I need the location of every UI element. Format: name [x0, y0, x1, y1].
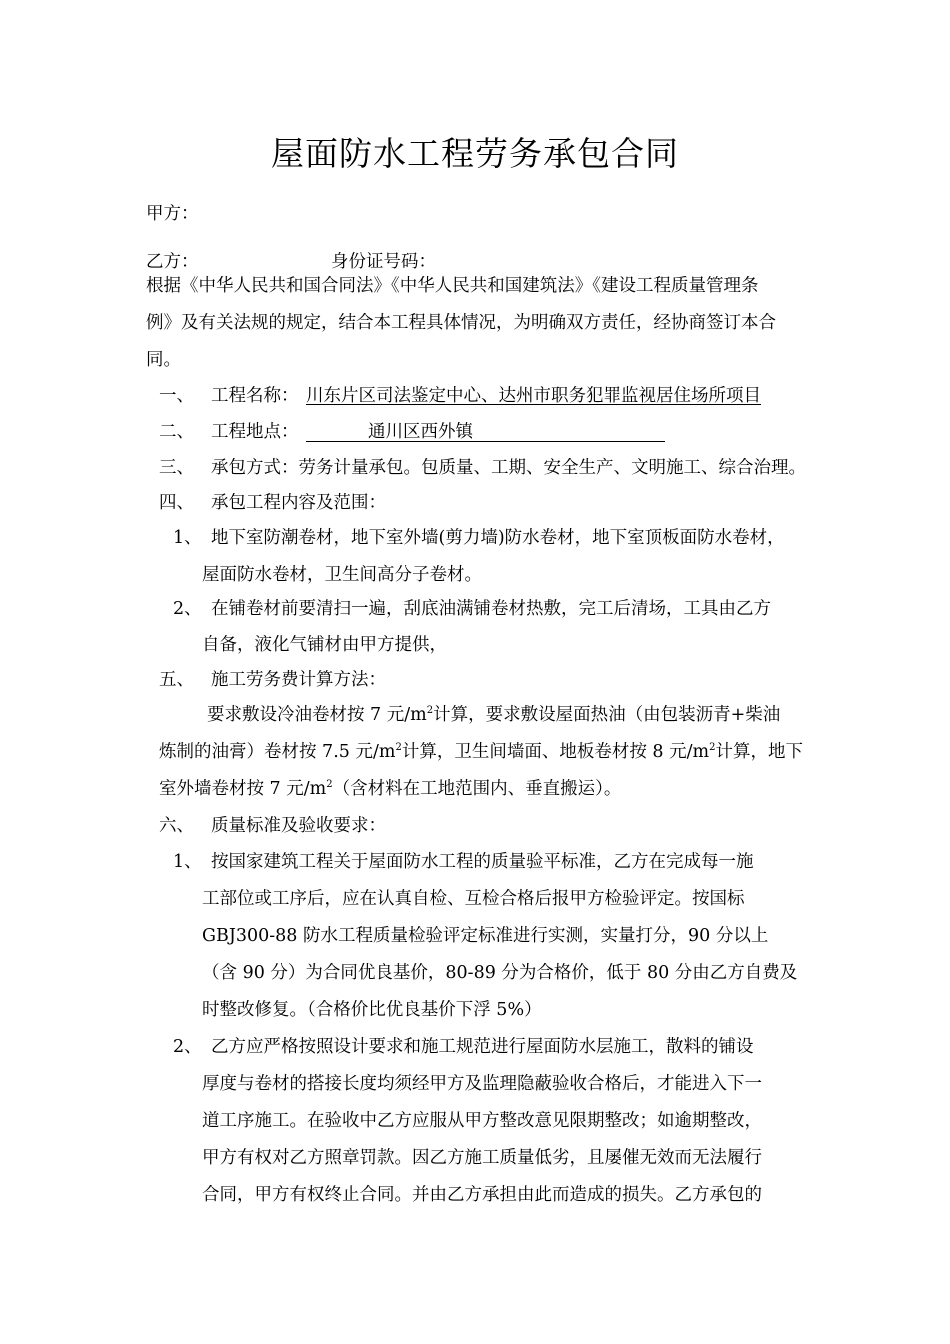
- quality-heading: 质量标准及验收要求：: [211, 816, 386, 836]
- document-title: 屋面防水工程劳务承包合同: [271, 134, 679, 173]
- section-number: 五、: [159, 670, 194, 690]
- section-number: 六、: [159, 816, 194, 836]
- quality-item-1-line-4: （含 90 分）为合同优良基价，80-89 分为合格价，低于 80 分由乙方自费及: [202, 963, 798, 983]
- fee-heading: 施工劳务费计算方法：: [211, 670, 386, 690]
- party-b-label: 乙方：: [146, 252, 199, 272]
- quality-item-2-line-5: 合同，甲方有权终止合同。并由乙方承担由此而造成的损失。乙方承包的: [202, 1185, 762, 1205]
- scope-item-2-line-2: 自备，液化气铺材由甲方提供，: [202, 635, 447, 655]
- quality-item-1-line-3: GBJ300-88 防水工程质量检验评定标准进行实测，实量打分，90 分以上: [202, 926, 769, 946]
- scope-item-1-line-2: 屋面防水卷材，卫生间高分子卷材。: [202, 565, 482, 585]
- quality-item-1-line-1: 按国家建筑工程关于屋面防水工程的质量验平标准，乙方在完成每一施: [211, 852, 754, 872]
- contract-mode-text: 承包方式：劳务计量承包。包质量、工期、安全生产、文明施工、综合治理。: [211, 458, 806, 478]
- intro-line-3: 同。: [146, 350, 181, 370]
- item-number: 1、: [173, 528, 202, 548]
- fee-line-2: 炼制的油膏）卷材按 7.5 元$/m^2$计算，卫生间墙面、地板卷材按 8 元$/m^2$计算，地下: [159, 742, 803, 762]
- quality-item-2-line-3: 道工序施工。在验收中乙方应服从甲方整改意见限期整改；如逾期整改，: [202, 1111, 762, 1131]
- quality-item-1-line-2: 工部位或工序后，应在认真自检、互检合格后报甲方检验评定。按国标: [202, 889, 745, 909]
- project-name-value: 川东片区司法鉴定中心、达州市职务犯罪监视居住场所项目: [306, 386, 761, 406]
- project-location-label: 工程地点：: [211, 422, 299, 442]
- section-number: 一、: [159, 386, 194, 406]
- section-number: 三、: [159, 458, 194, 478]
- project-location-value: 通川区西外镇: [368, 422, 473, 442]
- quality-item-2-line-1: 乙方应严格按照设计要求和施工规范进行屋面防水层施工，散料的铺设: [211, 1037, 754, 1057]
- item-number: 1、: [173, 852, 202, 872]
- scope-item-2-line-1: 在铺卷材前要清扫一遍，刮底油满铺卷材热敷，完工后清场，工具由乙方: [211, 599, 771, 619]
- section-number: 二、: [159, 422, 194, 442]
- scope-item-1-line-1: 地下室防潮卷材，地下室外墙(剪力墙)防水卷材，地下室顶板面防水卷材，: [211, 528, 785, 548]
- quality-item-2-line-4: 甲方有权对乙方照章罚款。因乙方施工质量低劣，且屡催无效而无法履行: [202, 1148, 762, 1168]
- id-number-label: 身份证号码：: [331, 252, 436, 272]
- project-location-underline: [306, 420, 665, 442]
- item-number: 2、: [173, 1037, 202, 1057]
- fee-line-3: 室外墙卷材按 7 元$/m^2$（含材料在工地范围内、垂直搬运）。: [159, 779, 622, 799]
- quality-item-1-line-5: 时整改修复。（合格价比优良基价下浮 5%）: [202, 1000, 542, 1020]
- party-a-label: 甲方：: [146, 204, 199, 224]
- intro-line-2: 例》及有关法规的规定，结合本工程具体情况，为明确双方责任，经协商签订本合: [146, 313, 776, 333]
- scope-heading: 承包工程内容及范围：: [211, 493, 386, 513]
- item-number: 2、: [173, 599, 202, 619]
- intro-line-1: 根据《中华人民共和国合同法》《中华人民共和国建筑法》《建设工程质量管理条: [146, 276, 759, 296]
- fee-line-1: 要求敷设冷油卷材按 7 元$/m^2$计算，要求敷设屋面热油（由包装沥青+柴油: [207, 705, 781, 725]
- section-number: 四、: [159, 493, 194, 513]
- project-name-label: 工程名称：: [211, 386, 299, 406]
- quality-item-2-line-2: 厚度与卷材的搭接长度均须经甲方及监理隐蔽验收合格后，才能进入下一: [202, 1074, 762, 1094]
